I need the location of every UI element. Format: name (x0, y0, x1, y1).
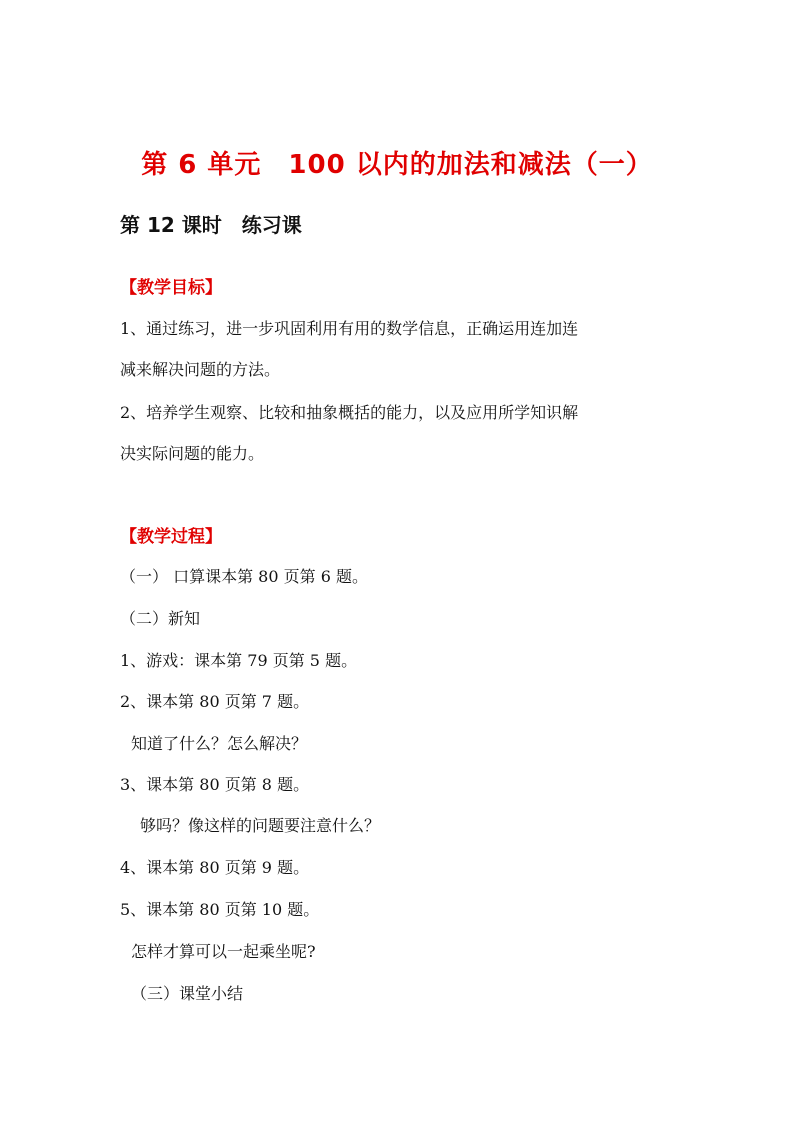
unit-title: 第 6 单元 100 以内的加法和减法（一） (141, 150, 653, 180)
lesson-title: 第 12 课时 练习课 (120, 213, 302, 237)
process-line: （二）新知 (120, 609, 201, 628)
process-line: （一） 口算课本第 80 页第 6 题。 (120, 567, 368, 586)
process-line: 2、课本第 80 页第 7 题。 (120, 692, 310, 711)
process-line: 够吗？像这样的问题要注意什么？ (140, 816, 381, 835)
process-line: 1、游戏：课本第 79 页第 5 题。 (120, 651, 358, 670)
process-line: （三）课堂小结 (131, 984, 244, 1003)
objective-line: 2、培养学生观察、比较和抽象概括的能力，以及应用所学知识解 (120, 403, 579, 422)
process-line: 知道了什么？怎么解决？ (131, 734, 308, 753)
objectives-heading: 【教学目标】 (120, 278, 222, 298)
process-line: 怎样才算可以一起乘坐呢? (131, 942, 316, 961)
process-line: 5、课本第 80 页第 10 题。 (120, 900, 320, 919)
objective-line: 1、通过练习，进一步巩固利用有用的数学信息，正确运用连加连 (120, 319, 579, 338)
process-line: 3、课本第 80 页第 8 题。 (120, 775, 310, 794)
objective-line: 决实际问题的能力。 (120, 444, 265, 463)
process-line: 4、课本第 80 页第 9 题。 (120, 858, 310, 877)
objective-line: 减来解决问题的方法。 (120, 360, 281, 379)
process-heading: 【教学过程】 (120, 527, 222, 547)
